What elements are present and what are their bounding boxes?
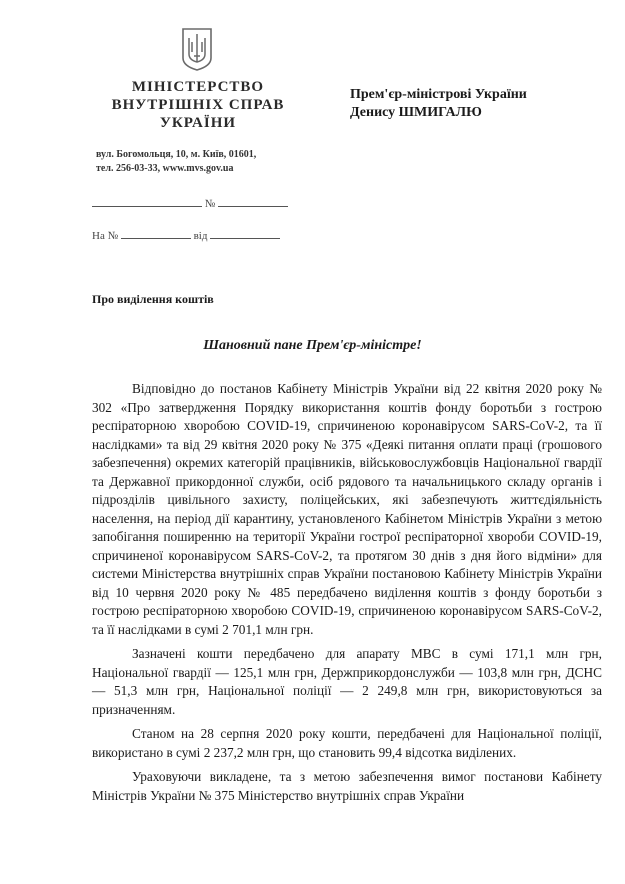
letter-subject: Про виділення коштів [92, 292, 214, 306]
reply-label: На № [92, 230, 119, 242]
body-paragraph: Зазначені кошти передбачено для апарату МВС в сумі 171,1 млн грн, Національної гвардії — 125,1 млн грн, Держприкордонслужби — 103,8 млн грн, ДСНС — 51,3 млн грн, Національної поліції — 2 249,8 млн грн, використовуються за призначенням. [92, 646, 602, 717]
addressee-name: Денису ШМИГАЛЮ [350, 105, 482, 120]
ministry-name-line: МІНІСТЕРСТВО [131, 79, 265, 95]
body-paragraph: Станом на 28 серпня 2020 року кошти, передбачені для Національної поліції, використано в сумі 2 237,2 млн грн, що становить 99,4 відсотка виділених. [92, 726, 602, 760]
address-line: тел. 256-03-33, www.mvs.gov.ua [96, 163, 234, 174]
reply-date-label: від [193, 230, 208, 242]
ministry-address [96, 148, 306, 176]
addressee-title: Прем'єр-міністрові України [350, 87, 527, 102]
body-paragraph: Відповідно до постанов Кабінету Міністрів України від 22 квітня 2020 року № 302 «Про затвердження Порядку використання коштів фонду боротьби з гострою респіраторною хворобою COVID-19, спричиненою коронавірусом SARS-CoV-2, та її наслідками» та від 29 квітня 2020 року № 375 «Деякі питання оплати праці (грошового забезпечення) окремих категорій працівників, військовослужбовців Національної гвардії та Державної прикордонної служби, осіб рядового та начальницького складу органів і підрозділів цивільного захисту, поліцейських, які забезпечують життєдіяльність населення, на період дії карантину, установленого Кабінетом Міністрів України з метою запобігання поширенню на території України гострої респіраторної хвороби COVID-19, спричиненої коронавірусом SARS-CoV-2, та протягом 30 днів з дня його відміни» для системи Міністерства внутрішніх справ України постановою Кабінету Міністрів України від 10 червня 2020 року № 485 передбачено виділення коштів з фонду боротьби з гострою респіраторною хворобою COVID-19, спричиненою коронавірусом SARS-CoV-2, та її наслідками в сумі 2 701,1 млн грн. [92, 381, 602, 637]
trident-icon [180, 26, 214, 72]
reg-number-label: № [204, 198, 216, 210]
ministry-name [108, 78, 288, 132]
ministry-name-line: ВНУТРІШНІХ СПРАВ [111, 97, 285, 113]
salutation: Шановний пане Прем'єр-міністре! [203, 338, 422, 353]
registration-number-line [92, 196, 288, 210]
reply-reference-line [92, 228, 280, 242]
letter-body [92, 380, 602, 811]
body-paragraph: Ураховуючи викладене, та з метою забезпечення вимог постанови Кабінету Міністрів України № 375 Міністерство внутрішніх справ України [92, 769, 602, 803]
ministry-name-line: УКРАЇНИ [159, 115, 237, 131]
address-line: вул. Богомольця, 10, м. Київ, 01601, [96, 149, 257, 160]
addressee [350, 86, 527, 122]
